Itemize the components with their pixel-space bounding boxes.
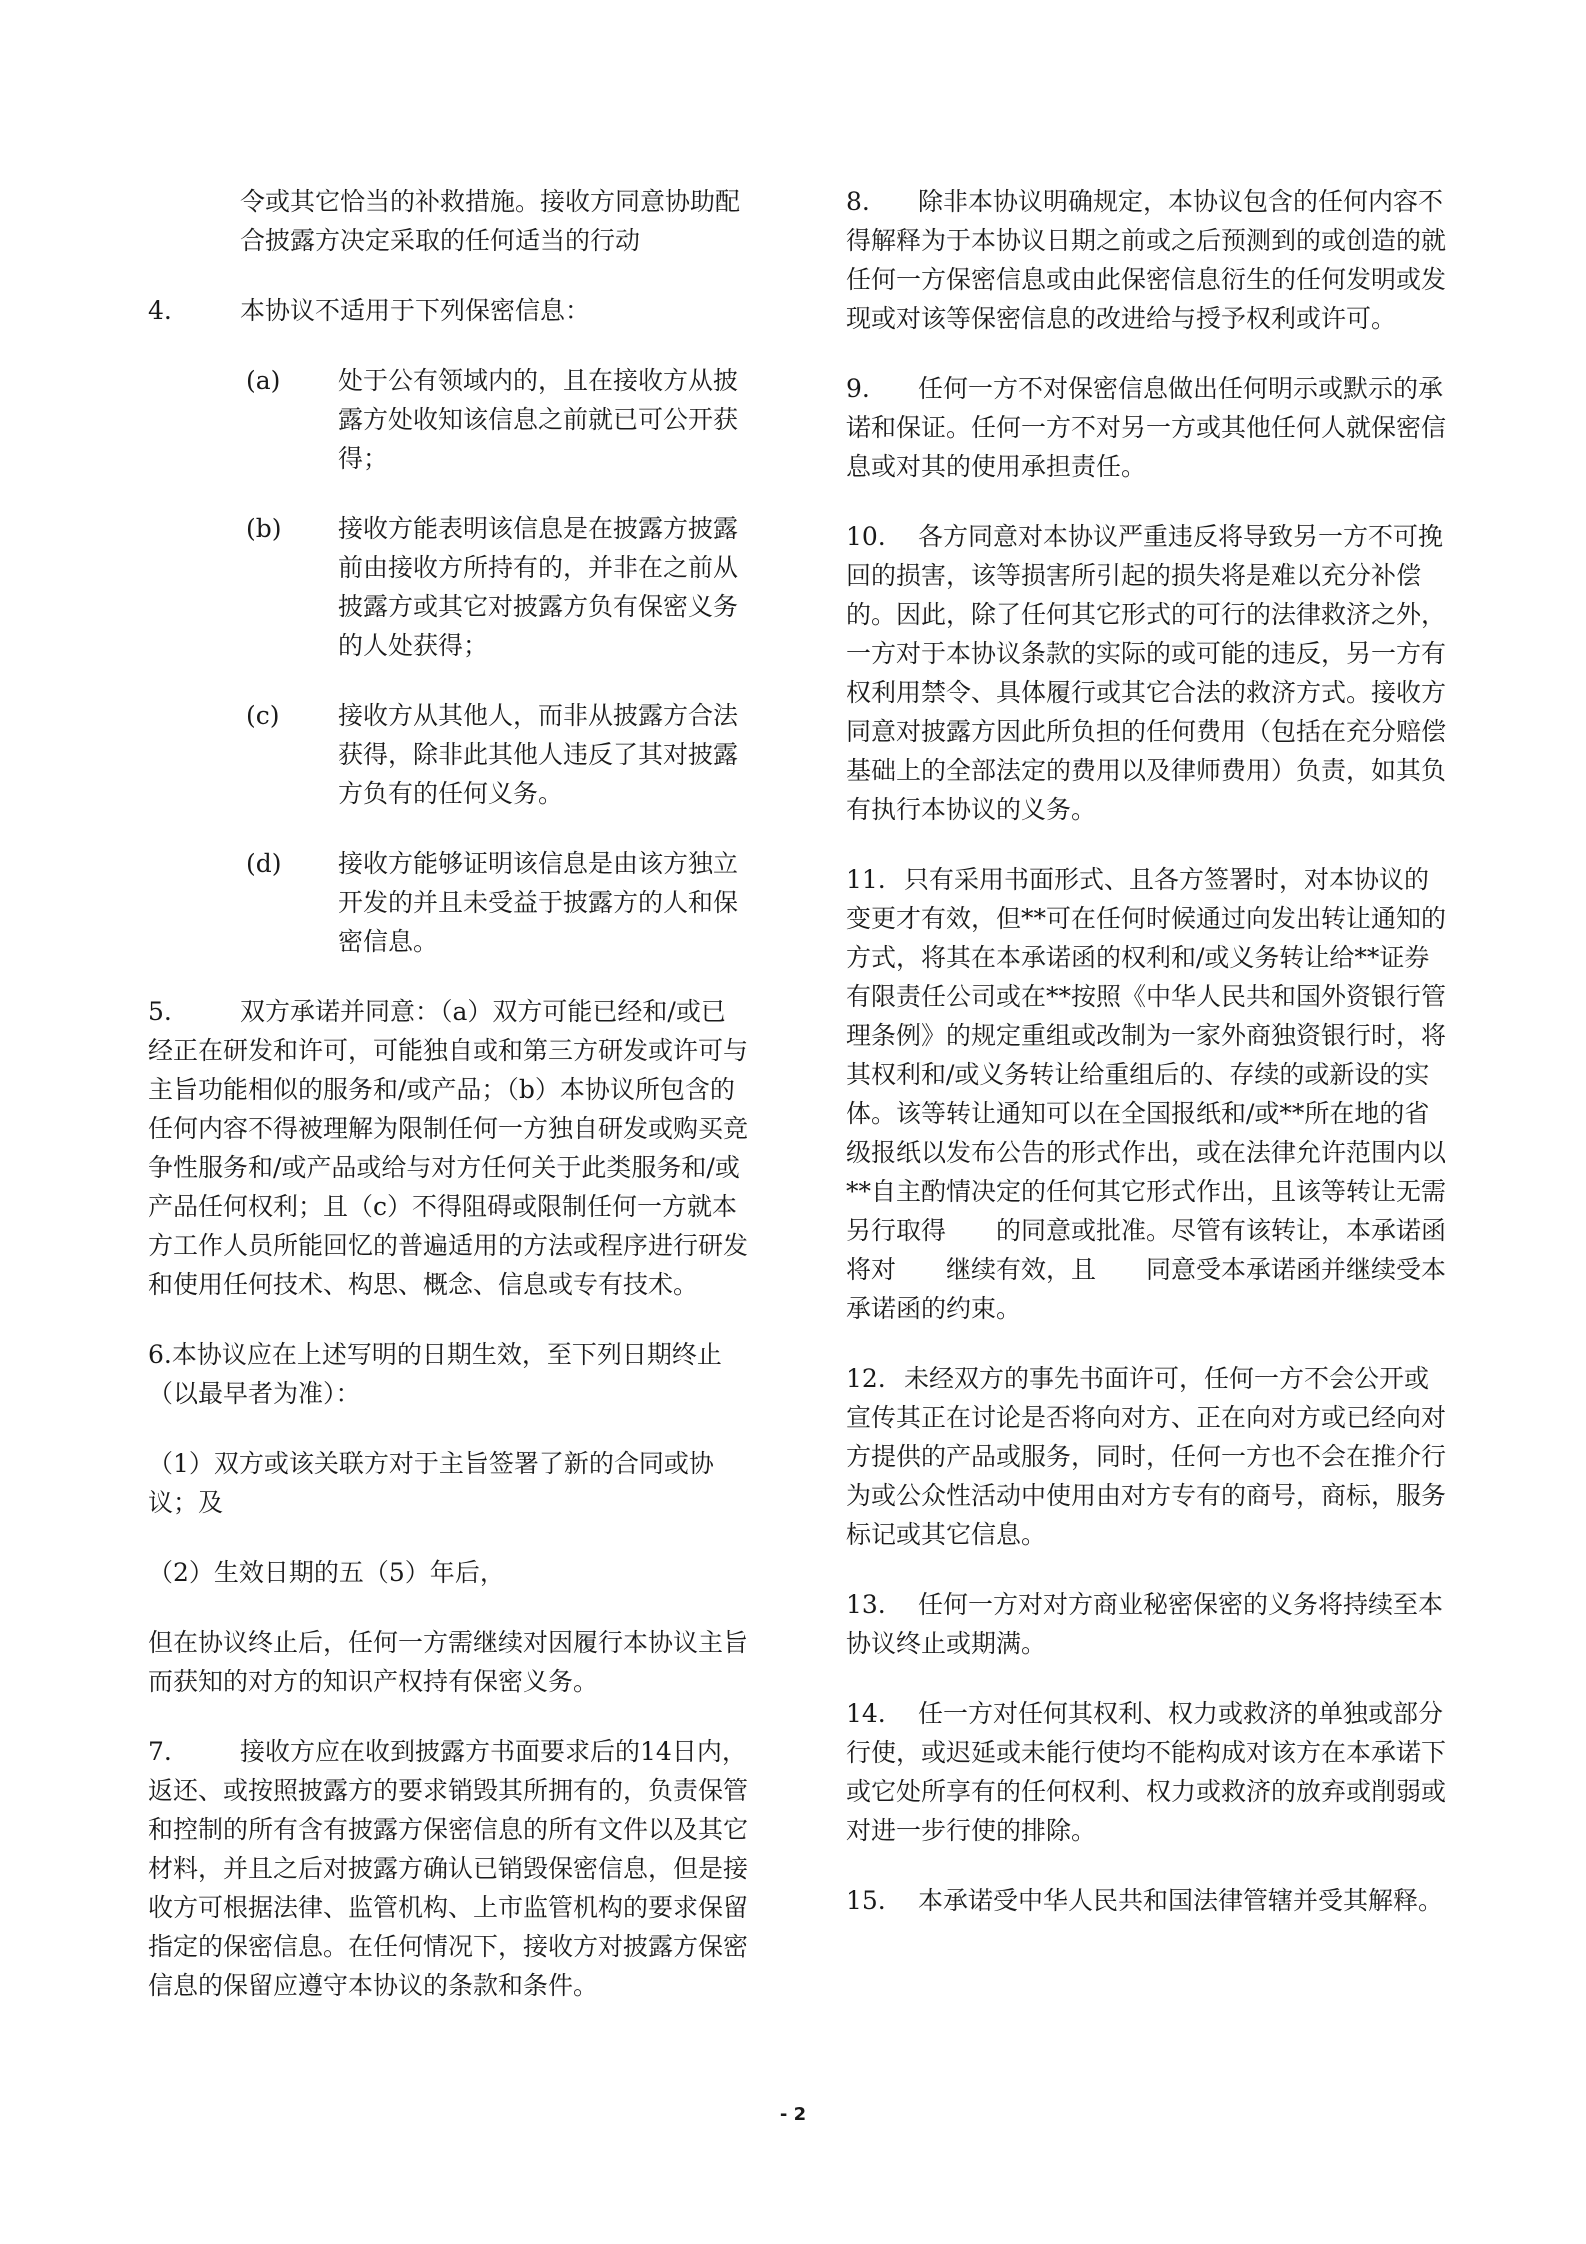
clause-number: 9. xyxy=(846,374,870,403)
clause-6-tail: 但在协议终止后，任何一方需继续对因履行本协议主旨而获知的对方的知识产权持有保密义务。 xyxy=(148,1628,749,1696)
right-column xyxy=(846,182,1446,1951)
clause-11 xyxy=(846,860,1446,1328)
clause-number: 5. xyxy=(148,997,172,1026)
clause-6-condition-1: （1）双方或该关联方对于主旨签署了新的合同或协议；及 xyxy=(148,1449,714,1517)
clause-10 xyxy=(846,517,1446,829)
clause-4-sub-a xyxy=(246,361,748,478)
clause-15 xyxy=(846,1881,1446,1920)
sub-text: 接收方能表明该信息是在披露方披露前由接收方所持有的，并非在之前从披露方或其它对披露方负有保密义务的人处获得； xyxy=(338,514,739,660)
clause-text: 除非本协议明确规定，本协议包含的任何内容不得解释为于本协议日期之前或之后预测到的或创造的就任何一方保密信息或由此保密信息衍生的任何发明或发现或对该等保密信息的改进给与授予权利或许可。 xyxy=(846,187,1447,333)
clause-4-sub-b xyxy=(246,509,748,665)
clause-text: 任何一方对对方商业秘密保密的义务将持续至本协议终止或期满。 xyxy=(846,1590,1444,1658)
page-number: - 2 xyxy=(779,2104,807,2125)
sub-text: 接收方能够证明该信息是由该方独立开发的并且未受益于披露方的人和保密信息。 xyxy=(338,849,739,956)
clause-text: 接收方应在收到披露方书面要求后的14日内，返还、或按照披露方的要求销毁其所拥有的，负责保管和控制的所有含有披露方保密信息的所有文件以及其它材料，并且之后对披露方确认已销毁保密信息，但是接收方可根据法律、监管机构、上市监管机构的要求保留指定的保密信息。在任何情况下，接收方对披露方保密信息的保留应遵守本协议的条款和条件。 xyxy=(148,1737,749,2000)
clause-text: 双方承诺并同意：（a）双方可能已经和/或已经正在研发和许可，可能独自或和第三方研发或许可与主旨功能相似的服务和/或产品；（b）本协议所包含的任何内容不得被理解为限制任何一方独自研发或购买竞争性服务和/或产品或给与对方任何关于此类服务和/或产品任何权利；且（c）不得阻碍或限制任何一方就本方工作人员所能回忆的普遍适用的方法或程序进行研发和使用任何技术、构思、概念、信息或专有技术。 xyxy=(148,997,749,1299)
sub-label: (c) xyxy=(246,701,280,730)
clause-9 xyxy=(846,369,1446,486)
clause-number: 11. xyxy=(846,865,886,894)
clause-8 xyxy=(846,182,1446,338)
clause-text: 本承诺受中华人民共和国法律管辖并受其解释。 xyxy=(918,1886,1444,1915)
clause-number: 4. xyxy=(148,296,172,325)
clause-number: 12. xyxy=(846,1364,886,1393)
clause-text: 各方同意对本协议严重违反将导致另一方不可挽回的损害，该等损害所引起的损失将是难以充分补偿的。因此，除了任何其它形式的可行的法律救济之外，一方对于本协议条款的实际的或可能的违反，另一方有权利用禁令、具体履行或其它合法的救济方式。接收方同意对披露方因此所负担的任何费用（包括在充分赔偿基础上的全部法定的费用以及律师费用）负责，如其负有执行本协议的义务。 xyxy=(846,522,1447,824)
clause-number: 14. xyxy=(846,1699,886,1728)
clause-13 xyxy=(846,1585,1446,1663)
clause-text: 只有采用书面形式、且各方签署时，对本协议的变更才有效，但**可在任何时候通过向发出转让通知的方式，将其在本承诺函的权利和/或义务转让给**证券有限责任公司或在**按照《中华人民共和国外资银行管理条例》的规定重组或改制为一家外商独资银行时，将其权利和/或义务转让给重组后的、存续的或新设的实体。该等转让通知可以在全国报纸和/或**所在地的省级报纸以发布公告的形式作出，或在法律允许范围内以**自主酌情决定的任何其它形式作出，且该等转让无需另行取得 的同意或批准。尽管有该转让，本承诺函将对 继续有效，且 同意受本承诺函并继续受本承诺函的约束。 xyxy=(846,865,1447,1323)
clause-7 xyxy=(148,1732,748,2005)
clause-number: 15. xyxy=(846,1886,886,1915)
clause-5 xyxy=(148,992,748,1304)
clause-number: 10. xyxy=(846,522,886,551)
sub-label: (d) xyxy=(246,849,282,878)
clause-4-sub-c xyxy=(246,696,748,813)
sub-label: (b) xyxy=(246,514,282,543)
clause-4 xyxy=(148,291,748,330)
clause-text: 任何一方不对保密信息做出任何明示或默示的承诺和保证。任何一方不对另一方或其他任何人就保密信息或对其的使用承担责任。 xyxy=(846,374,1447,481)
clause-text: 任一方对任何其权利、权力或救济的单独或部分行使，或迟延或未能行使均不能构成对该方在本承诺下或它处所享有的任何权利、权力或救济的放弃或削弱或对进一步行使的排除。 xyxy=(846,1699,1447,1845)
sub-label: (a) xyxy=(246,366,281,395)
clause-number: 7. xyxy=(148,1737,172,1766)
sub-text: 接收方从其他人，而非从披露方合法获得，除非此其他人违反了其对披露方负有的任何义务。 xyxy=(338,701,739,808)
clause-4-sub-d xyxy=(246,844,748,961)
clause-number: 8. xyxy=(846,187,870,216)
sub-text: 处于公有领域内的，且在接收方从披露方处收知该信息之前就已可公开获得； xyxy=(338,366,739,473)
clause-6-condition-2: （2）生效日期的五（5）年后， xyxy=(148,1558,505,1587)
left-column xyxy=(148,182,748,2036)
clause-number: 13. xyxy=(846,1590,886,1619)
clause-text: 未经双方的事先书面许可，任何一方不会公开或宣传其正在讨论是否将向对方、正在向对方或已经向对方提供的产品或服务，同时，任何一方也不会在推介行为或公众性活动中使用由对方专有的商号，商标，服务标记或其它信息。 xyxy=(846,1364,1447,1549)
clause-text: 本协议不适用于下列保密信息： xyxy=(240,296,591,325)
clause-6: 6.本协议应在上述写明的日期生效，至下列日期终止（以最早者为准）： xyxy=(148,1340,722,1408)
item-3-continuation: 令或其它恰当的补救措施。接收方同意协助配合披露方决定采取的任何适当的行动 xyxy=(240,187,741,255)
clause-12 xyxy=(846,1359,1446,1554)
clause-14 xyxy=(846,1694,1446,1850)
